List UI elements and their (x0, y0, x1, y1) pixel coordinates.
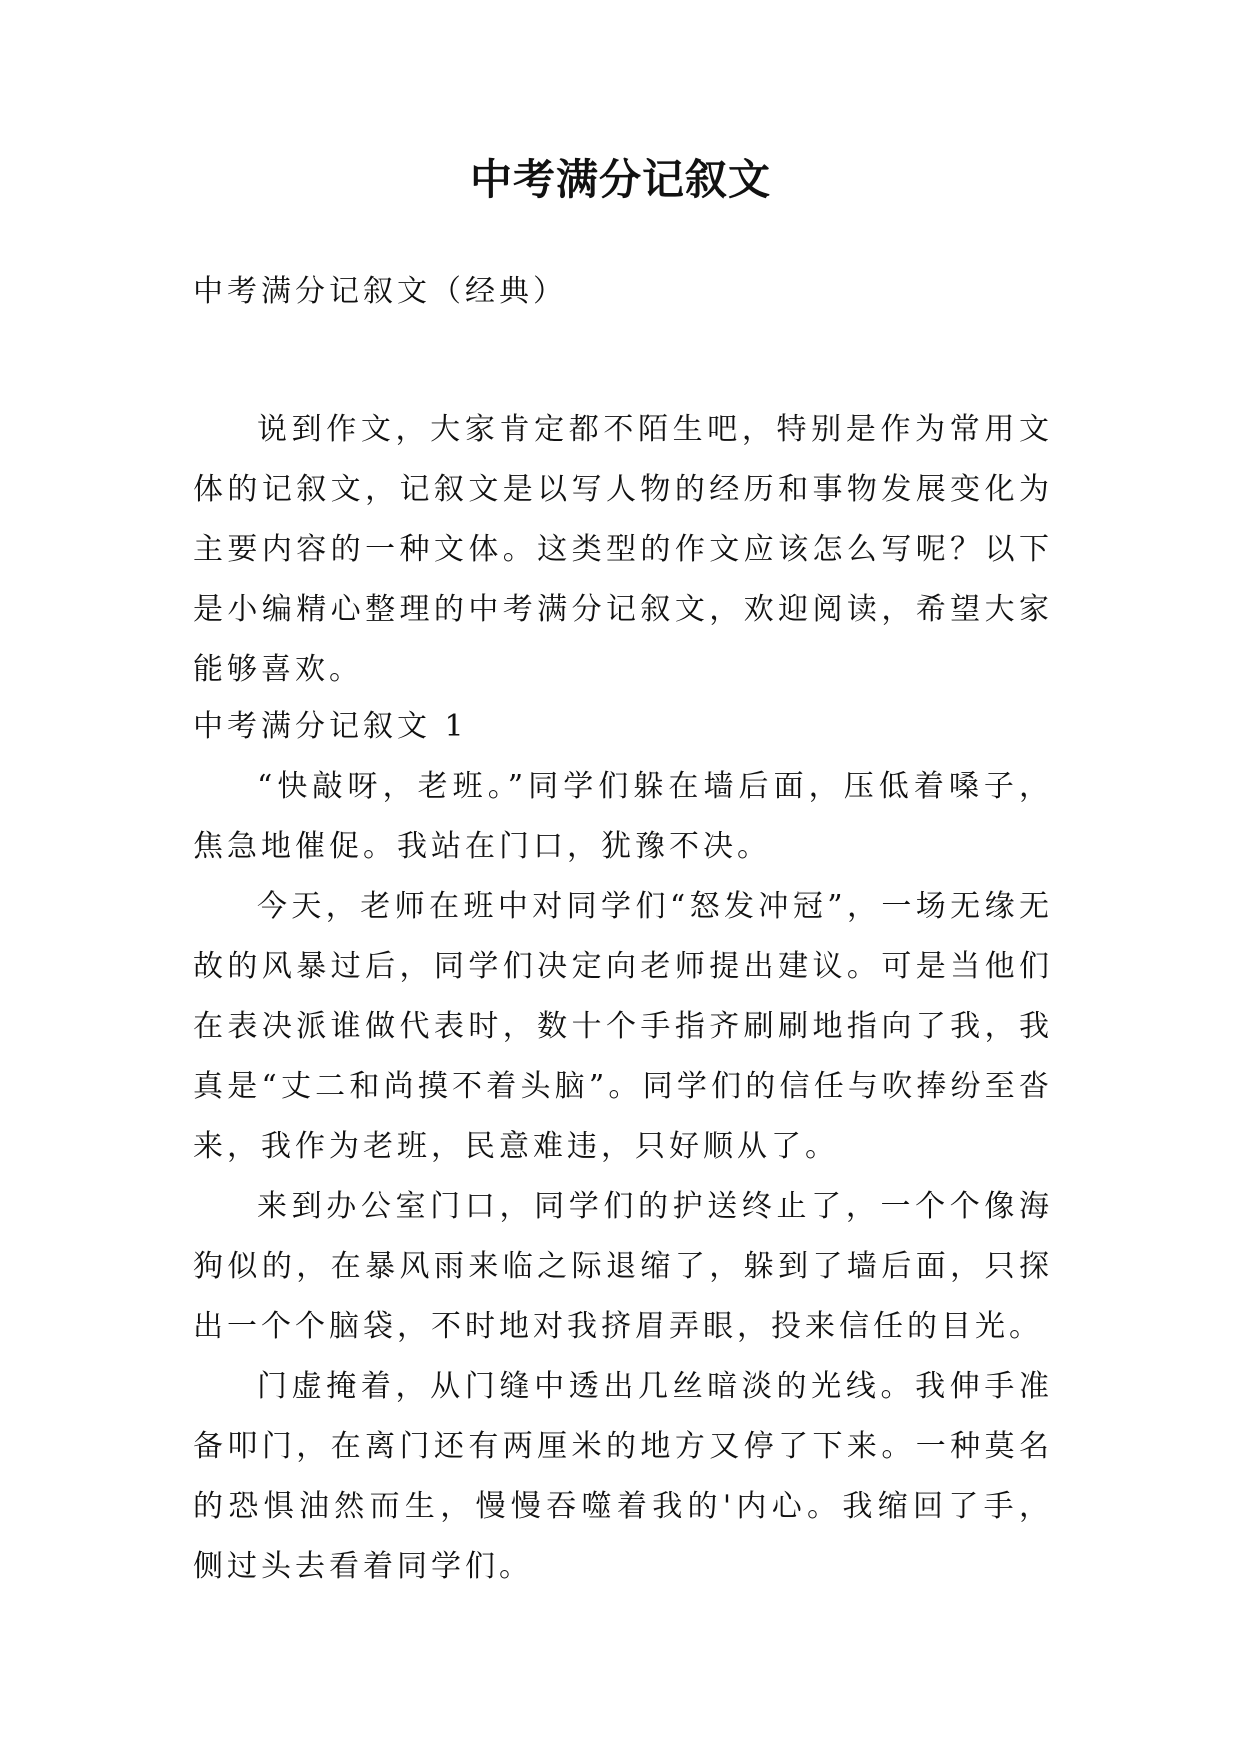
intro-paragraph: 说到作文，大家肯定都不陌生吧，特别是作为常用文体的记叙文，记叙文是以写人物的经历和事物发展变化为主要内容的一种文体。这类型的作文应该怎么写呢？以下是小编精心整理的中考满分记叙文，欢迎阅读，希望大家能够喜欢。 (193, 412, 1053, 687)
essay-paragraph: 来到办公室门口，同学们的护送终止了，一个个像海狗似的，在暴风雨来临之际退缩了，躲到了墙后面，只探出一个个脑袋，不时地对我挤眉弄眼，投来信任的目光。 (193, 1189, 1053, 1344)
document-title: 中考满分记叙文 (469, 155, 771, 204)
essay-section (193, 697, 1053, 1597)
document-subtitle: 中考满分记叙文（经典） (193, 274, 567, 309)
section-heading: 中考满分记叙文 1 (193, 709, 468, 744)
essay-paragraph: 门虚掩着，从门缝中透出几丝暗淡的光线。我伸手准备叩门，在离门还有两厘米的地方又停了下来。一种莫名的恐惧油然而生，慢慢吞噬着我的'内心。我缩回了手，侧过头去看着同学们。 (193, 1369, 1053, 1584)
essay-paragraph: “快敲呀，老班。”同学们躲在墙后面，压低着嗓子，焦急地催促。我站在门口，犹豫不决。 (193, 769, 1053, 864)
essay-paragraph: 今天，老师在班中对同学们“怒发冲冠”，一场无缘无故的风暴过后，同学们决定向老师提出建议。可是当他们在表决派谁做代表时，数十个手指齐刷刷地指向了我，我真是“丈二和尚摸不着头脑”。同学们的信任与吹捧纷至沓来，我作为老班，民意难违，只好顺从了。 (193, 889, 1053, 1164)
